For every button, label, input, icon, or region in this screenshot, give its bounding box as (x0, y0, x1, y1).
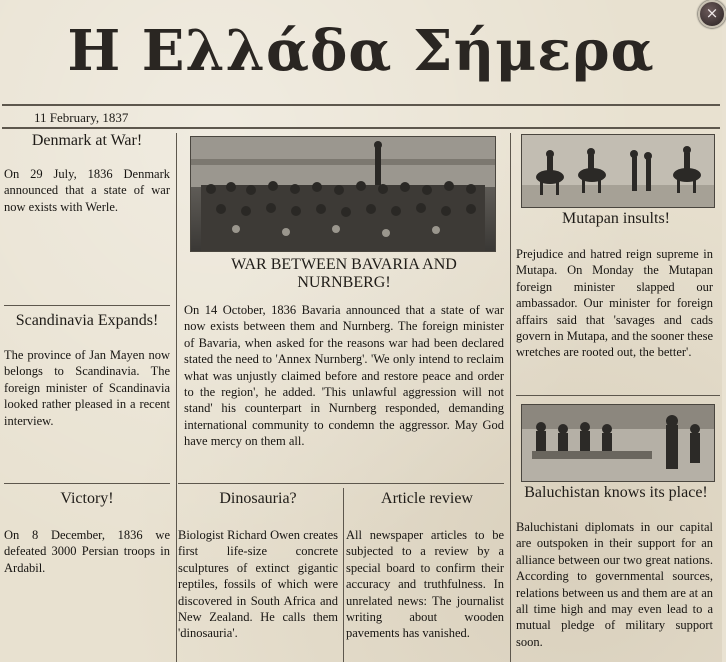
dinosauria-body: Biologist Richard Owen creates first life-size concrete sculptures of extinct gigantic reptiles, fossils of which were discovered in South Africa and New Zealand. He calls them 'dinosauria'. (178, 528, 338, 641)
bavaria-photo (190, 136, 496, 252)
mutapa-photo (521, 134, 715, 208)
denmark-headline: Denmark at War! (31, 132, 143, 149)
dinosauria-headline: Dinosauria? (219, 490, 297, 507)
baluchistan-photo (521, 404, 715, 482)
bavaria-headline: WAR BETWEEN BAVARIA AND NURNBERG! (231, 256, 457, 291)
column-divider-right (510, 133, 511, 662)
column-divider-middle (343, 488, 344, 662)
baluchistan-body: Baluchistani diplomats in our capital are outspoken in their support for an alliance between our two great nations. According to governmental sources, relations between us and them are at an all time high and may even lead to a mutual pledge of military support soon. (516, 520, 713, 649)
assembly-image (522, 405, 714, 481)
column-divider-left (176, 133, 177, 662)
section-rule (4, 305, 170, 306)
victory-body: On 8 December, 1836 we defeated 3000 Persian troops in Ardabil. (4, 528, 170, 575)
masthead-rule-top (2, 104, 720, 106)
victory-headline: Victory! (60, 490, 114, 507)
review-headline: Article review (381, 490, 473, 507)
section-rule (516, 395, 720, 396)
cavalry-image (522, 135, 714, 207)
soldiers-group-image (191, 137, 495, 251)
section-rule (178, 483, 504, 484)
scandinavia-body: The province of Jan Mayen now belongs to Scandinavia. The foreign minister of Scandinavia looked rather pleased in a recent interview. (4, 348, 170, 428)
close-button[interactable] (698, 0, 726, 28)
denmark-body: On 29 July, 1836 Denmark announced that a state of war now exists with Werle. (4, 167, 170, 214)
baluchistan-headline: Baluchistan knows its place! (524, 484, 708, 501)
mutapa-headline: Mutapan insults! (562, 210, 670, 227)
scandinavia-headline: Scandinavia Expands! (15, 312, 159, 329)
review-body: All newspaper articles to be subjected to a review by a special board to confirm their accuracy and truthfulness. In unrelated news: The journalist writing about wooden pavements has vanished. (346, 528, 504, 641)
section-rule (4, 483, 170, 484)
close-icon: × (705, 4, 719, 22)
issue-date: 11 February, 1837 (34, 110, 129, 125)
bavaria-body: On 14 October, 1836 Bavaria announced that a state of war now exists between them and Nurnberg. The foreign minister of Bavaria, when asked for the reasons war had been declared stated the need to 'Annex Nurnberg'. 'We only intend to reclaim what was unjustly claimed before and restore peace and order to the region', he added. 'This unlawful aggression will not stand' his counterpart in Nurnberg responded, demanding international community to condemn the aggressor. May God have mercy on them all. (184, 303, 504, 449)
masthead-title: Η Ελλάδα Σήμερα (67, 18, 655, 84)
mutapa-body: Prejudice and hatred reign supreme in Mutapa. On Monday the Mutapan foreign minister slapped our ambassador. Our minister for foreign affairs said that 'savages and cads govern in Mutapa, and the sooner these wretches are rooted out, the better'. (516, 247, 713, 360)
masthead-rule-bottom (2, 127, 720, 129)
